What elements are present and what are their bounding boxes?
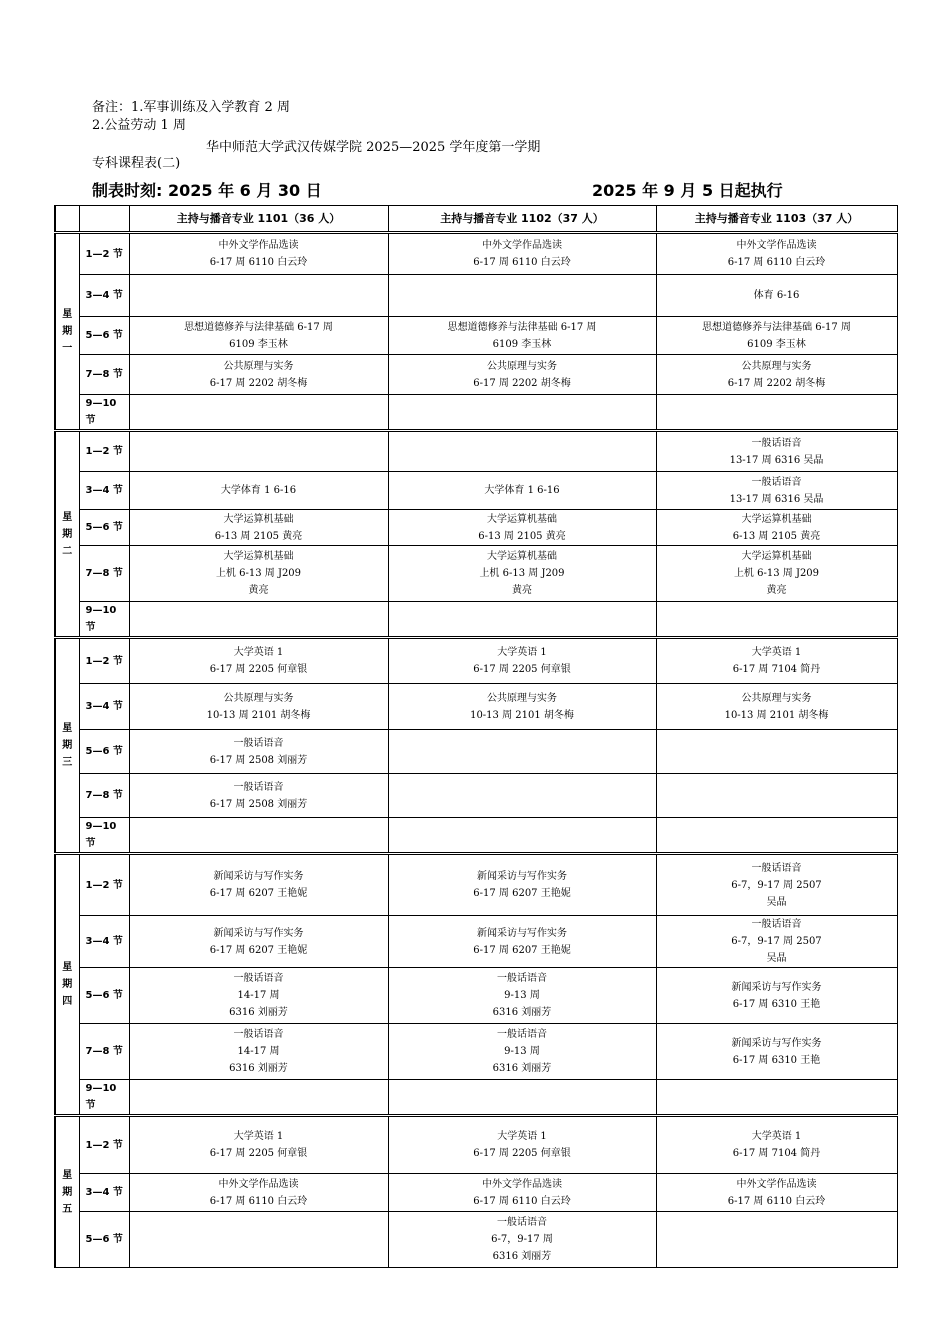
course-cell: [129, 602, 388, 638]
period-label: 9—10 节: [79, 602, 129, 638]
schedule-title: 华中师范大学武汉传媒学院 2025—2025 学年度第一学期: [206, 140, 541, 155]
course-cell: [388, 431, 656, 472]
course-cell: 体育 6-16: [656, 275, 897, 317]
course-cell: [129, 431, 388, 472]
table-row: [55, 472, 897, 510]
period-label: 9—10 节: [79, 818, 129, 854]
course-cell: 一般话语音 6-7，9-17 周 2507 吴晶: [656, 916, 897, 968]
course-cell: 大学运算机基础 6-13 周 2105 黄亮: [129, 510, 388, 546]
table-row: [55, 546, 897, 602]
course-cell: 新闻采访与写作实务 6-17 周 6207 王艳妮: [129, 854, 388, 916]
period-label: 5—6 节: [79, 730, 129, 774]
course-cell: [129, 818, 388, 854]
course-cell: 一般话语音 13-17 周 6316 吴晶: [656, 431, 897, 472]
period-label: 1—2 节: [79, 638, 129, 684]
course-cell: [129, 1080, 388, 1116]
column-header-1101: 主持与播音专业 1101（36 人）: [129, 206, 388, 233]
period-label: 3—4 节: [79, 916, 129, 968]
course-cell: 一般话语音 6-17 周 2508 刘丽芳: [129, 730, 388, 774]
course-cell: 一般话语音 9-13 周 6316 刘丽芳: [388, 1024, 656, 1080]
note-line-1: 备注：1.军事训练及入学教育 2 周: [92, 100, 290, 115]
period-label: 1—2 节: [79, 854, 129, 916]
course-cell: 中外文学作品选读 6-17 周 6110 白云玲: [129, 233, 388, 275]
course-cell: 一般话语音 14-17 周 6316 刘丽芳: [129, 968, 388, 1024]
course-cell: 大学英语 1 6-17 周 2205 何章银: [388, 1116, 656, 1174]
weekday-label: 星 期 四: [55, 854, 79, 1116]
column-header-1102: 主持与播音专业 1102（37 人）: [388, 206, 656, 233]
table-row: [55, 355, 897, 395]
course-cell: 大学英语 1 6-17 周 2205 何章银: [129, 1116, 388, 1174]
period-label: 7—8 节: [79, 1024, 129, 1080]
period-label: 3—4 节: [79, 684, 129, 730]
course-cell: 公共原理与实务 6-17 周 2202 胡冬梅: [388, 355, 656, 395]
course-cell: 大学体育 1 6-16: [129, 472, 388, 510]
course-cell: [129, 395, 388, 431]
course-cell: [388, 774, 656, 818]
table-row: [55, 916, 897, 968]
period-label: 7—8 节: [79, 546, 129, 602]
course-cell: 大学运算机基础 上机 6-13 周 J209 黄亮: [656, 546, 897, 602]
course-cell: [656, 730, 897, 774]
period-label: 7—8 节: [79, 774, 129, 818]
period-label: 5—6 节: [79, 1212, 129, 1268]
course-cell: 大学英语 1 6-17 周 7104 简丹: [656, 638, 897, 684]
course-cell: [656, 1212, 897, 1268]
course-cell: 一般话语音 6-7，9-17 周 6316 刘丽芳: [388, 1212, 656, 1268]
course-cell: 新闻采访与写作实务 6-17 周 6310 王艳: [656, 1024, 897, 1080]
table-row: [55, 684, 897, 730]
course-cell: [388, 602, 656, 638]
made-at-date: 制表时刻: 2025 年 6 月 30 日: [92, 181, 322, 200]
course-cell: 新闻采访与写作实务 6-17 周 6207 王艳妮: [129, 916, 388, 968]
course-cell: 一般话语音 6-17 周 2508 刘丽芳: [129, 774, 388, 818]
table-row: [55, 818, 897, 854]
period-label: 1—2 节: [79, 233, 129, 275]
course-cell: 大学运算机基础 上机 6-13 周 J209 黄亮: [388, 546, 656, 602]
period-label: 5—6 节: [79, 968, 129, 1024]
period-label: 9—10 节: [79, 1080, 129, 1116]
table-row: [55, 602, 897, 638]
table-row: [55, 968, 897, 1024]
course-cell: [388, 818, 656, 854]
course-cell: [656, 602, 897, 638]
course-cell: [388, 275, 656, 317]
course-cell: 新闻采访与写作实务 6-17 周 6310 王艳: [656, 968, 897, 1024]
course-cell: [656, 818, 897, 854]
course-cell: 中外文学作品选读 6-17 周 6110 白云玲: [129, 1174, 388, 1212]
timetable: [54, 205, 898, 1268]
table-row: [55, 730, 897, 774]
course-cell: 一般话语音 9-13 周 6316 刘丽芳: [388, 968, 656, 1024]
course-cell: 公共原理与实务 6-17 周 2202 胡冬梅: [129, 355, 388, 395]
course-cell: 一般话语音 6-7，9-17 周 2507 吴晶: [656, 854, 897, 916]
course-cell: [388, 730, 656, 774]
execution-date: 2025 年 9 月 5 日起执行: [592, 181, 783, 200]
course-cell: 中外文学作品选读 6-17 周 6110 白云玲: [388, 1174, 656, 1212]
course-cell: 思想道德修养与法律基础 6-17 周 6109 李玉林: [656, 317, 897, 355]
period-label: 5—6 节: [79, 510, 129, 546]
course-cell: 公共原理与实务 10-13 周 2101 胡冬梅: [129, 684, 388, 730]
course-cell: [656, 774, 897, 818]
course-cell: 大学运算机基础 上机 6-13 周 J209 黄亮: [129, 546, 388, 602]
course-cell: [129, 1212, 388, 1268]
course-cell: [656, 1080, 897, 1116]
table-row: [55, 275, 897, 317]
course-cell: 公共原理与实务 6-17 周 2202 胡冬梅: [656, 355, 897, 395]
weekday-label: 星 期 五: [55, 1116, 79, 1268]
period-label: 1—2 节: [79, 431, 129, 472]
weekday-label: 星 期 一: [55, 233, 79, 431]
course-cell: 大学运算机基础 6-13 周 2105 黄亮: [388, 510, 656, 546]
course-cell: 大学英语 1 6-17 周 2205 何章银: [129, 638, 388, 684]
table-row: [55, 774, 897, 818]
course-cell: 一般话语音 13-17 周 6316 吴晶: [656, 472, 897, 510]
column-header-1103: 主持与播音专业 1103（37 人）: [656, 206, 897, 233]
course-cell: 思想道德修养与法律基础 6-17 周 6109 李玉林: [388, 317, 656, 355]
table-row: [55, 1174, 897, 1212]
course-cell: 新闻采访与写作实务 6-17 周 6207 王艳妮: [388, 854, 656, 916]
table-row: [55, 1024, 897, 1080]
weekday-label: 星 期 二: [55, 431, 79, 638]
period-label: 3—4 节: [79, 1174, 129, 1212]
course-cell: [388, 395, 656, 431]
course-cell: [388, 1080, 656, 1116]
course-cell: 大学英语 1 6-17 周 2205 何章银: [388, 638, 656, 684]
course-cell: [656, 395, 897, 431]
weekday-label: 星 期 三: [55, 638, 79, 854]
period-label: 5—6 节: [79, 317, 129, 355]
course-cell: 思想道德修养与法律基础 6-17 周 6109 李玉林: [129, 317, 388, 355]
period-label: 3—4 节: [79, 275, 129, 317]
note-line-2: 2.公益劳动 1 周: [92, 118, 186, 133]
course-cell: 大学运算机基础 6-13 周 2105 黄亮: [656, 510, 897, 546]
period-label: 3—4 节: [79, 472, 129, 510]
table-row: [55, 317, 897, 355]
header-blank-day: [55, 206, 79, 233]
table-row: [55, 395, 897, 431]
course-cell: 中外文学作品选读 6-17 周 6110 白云玲: [656, 1174, 897, 1212]
table-row: [55, 1080, 897, 1116]
course-cell: 一般话语音 14-17 周 6316 刘丽芳: [129, 1024, 388, 1080]
table-row: [55, 638, 897, 684]
course-cell: [129, 275, 388, 317]
table-row: [55, 510, 897, 546]
header-row: [55, 206, 897, 233]
table-row: [55, 854, 897, 916]
course-cell: 大学体育 1 6-16: [388, 472, 656, 510]
period-label: 1—2 节: [79, 1116, 129, 1174]
table-row: [55, 1212, 897, 1268]
table-row: [55, 233, 897, 275]
header-blank-period: [79, 206, 129, 233]
schedule-subtitle: 专科课程表(二): [92, 156, 181, 171]
course-cell: 大学英语 1 6-17 周 7104 简丹: [656, 1116, 897, 1174]
course-cell: 公共原理与实务 10-13 周 2101 胡冬梅: [388, 684, 656, 730]
period-label: 7—8 节: [79, 355, 129, 395]
course-cell: 中外文学作品选读 6-17 周 6110 白云玲: [388, 233, 656, 275]
period-label: 9—10 节: [79, 395, 129, 431]
course-cell: 新闻采访与写作实务 6-17 周 6207 王艳妮: [388, 916, 656, 968]
table-row: [55, 431, 897, 472]
timetable-body: [55, 233, 897, 1268]
course-cell: 公共原理与实务 10-13 周 2101 胡冬梅: [656, 684, 897, 730]
course-cell: 中外文学作品选读 6-17 周 6110 白云玲: [656, 233, 897, 275]
table-row: [55, 1116, 897, 1174]
